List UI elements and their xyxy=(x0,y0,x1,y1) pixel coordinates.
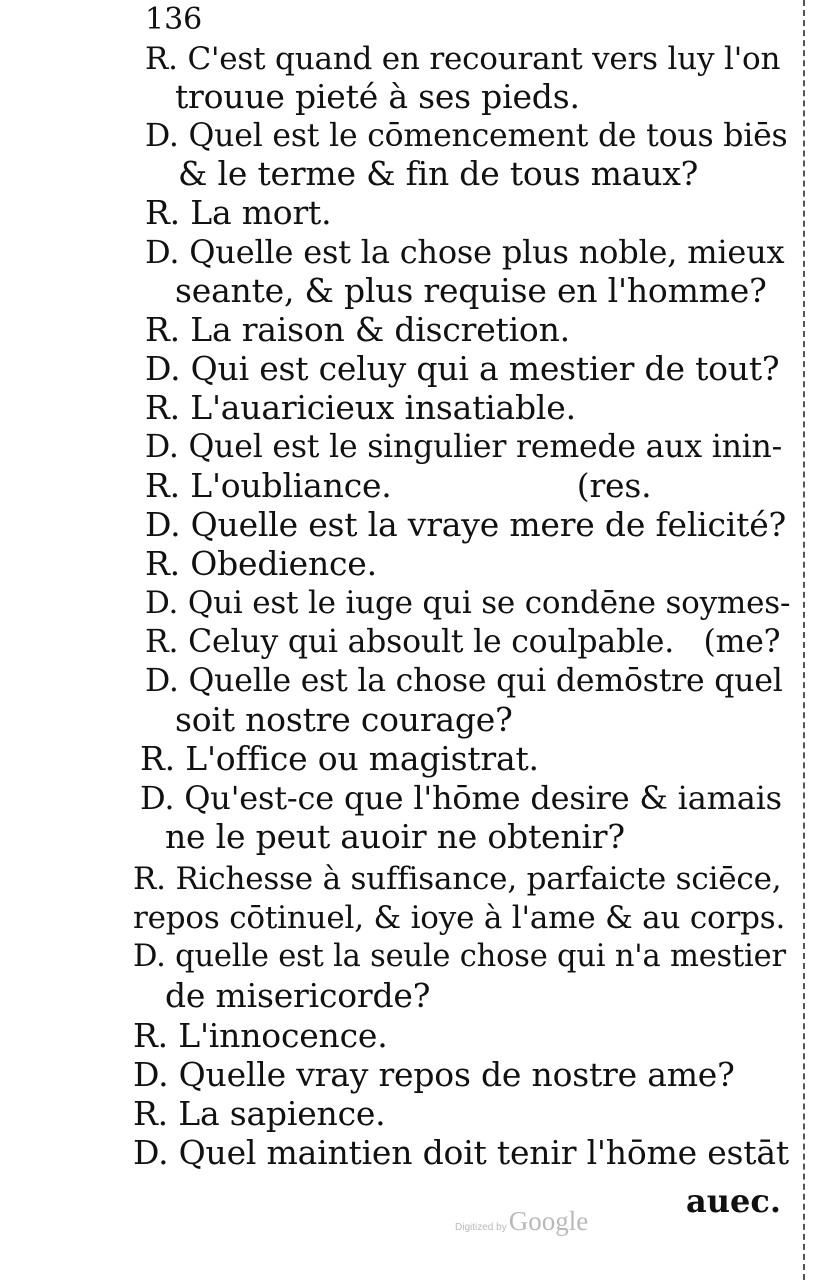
text-line: & le terme & fin de tous maux? xyxy=(178,154,699,193)
text-line: R. L'auaricieux insatiable. xyxy=(145,388,576,427)
text-line: D. Quel est le cōmencement de tous biēs xyxy=(145,118,788,154)
text-line: seante, & plus requise en l'homme? xyxy=(175,271,767,310)
text-line: R. Obedience. xyxy=(145,544,377,583)
text-line: de misericorde? xyxy=(165,976,431,1015)
text-line: repos cōtinuel, & ioye à l'ame & au corps. xyxy=(133,900,786,936)
digitization-watermark xyxy=(455,1206,588,1240)
text-line: D. Quelle est la chose plus noble, mieux xyxy=(145,233,785,271)
catchword: auec. xyxy=(686,1182,781,1220)
text-line: R. C'est quand en recourant vers luy l'on xyxy=(145,41,781,77)
text-line: D. Quel maintien doit tenir l'hōme estāt xyxy=(133,1133,789,1172)
text-line: D. Quel est le singulier remede aux inin- xyxy=(145,429,783,465)
text-line: ne le peut auoir ne obtenir? xyxy=(165,817,625,856)
text-line: D. Qui est celuy qui a mestier de tout? xyxy=(145,349,780,388)
text-line: soit nostre courage? xyxy=(175,700,513,739)
text-line: D. Quelle est la chose qui demōstre quel xyxy=(145,663,783,699)
text-line: D. quelle est la seule chose qui n'a mestier xyxy=(133,939,786,974)
text-line: R. L'oubliance. (res. xyxy=(145,466,652,505)
text-line: R. Richesse à suffisance, parfaicte sciēce, xyxy=(133,861,782,897)
text-line: R. L'innocence. xyxy=(133,1016,388,1055)
watermark-logo: Google xyxy=(508,1206,589,1236)
text-line: D. Quelle vray repos de nostre ame? xyxy=(133,1055,735,1094)
text-line: R. Celuy qui absoult le coulpable. (me? xyxy=(145,624,781,660)
text-line: R. La raison & discretion. xyxy=(145,310,570,349)
watermark-caption: Digitized by xyxy=(455,1222,507,1233)
page-number: 136 xyxy=(145,2,203,37)
text-line: trouue pieté à ses pieds. xyxy=(175,77,580,116)
text-line: D. Qu'est-ce que l'hōme desire & iamais xyxy=(140,779,782,817)
text-line: R. La sapience. xyxy=(133,1094,386,1133)
page-edge xyxy=(803,0,805,1280)
text-line: D. Quelle est la vraye mere de felicité? xyxy=(145,505,787,544)
text-line: D. Qui est le iuge qui se condēne soymes- xyxy=(145,585,791,621)
text-line: R. La mort. xyxy=(145,193,332,232)
text-line: R. L'office ou magistrat. xyxy=(140,739,539,778)
